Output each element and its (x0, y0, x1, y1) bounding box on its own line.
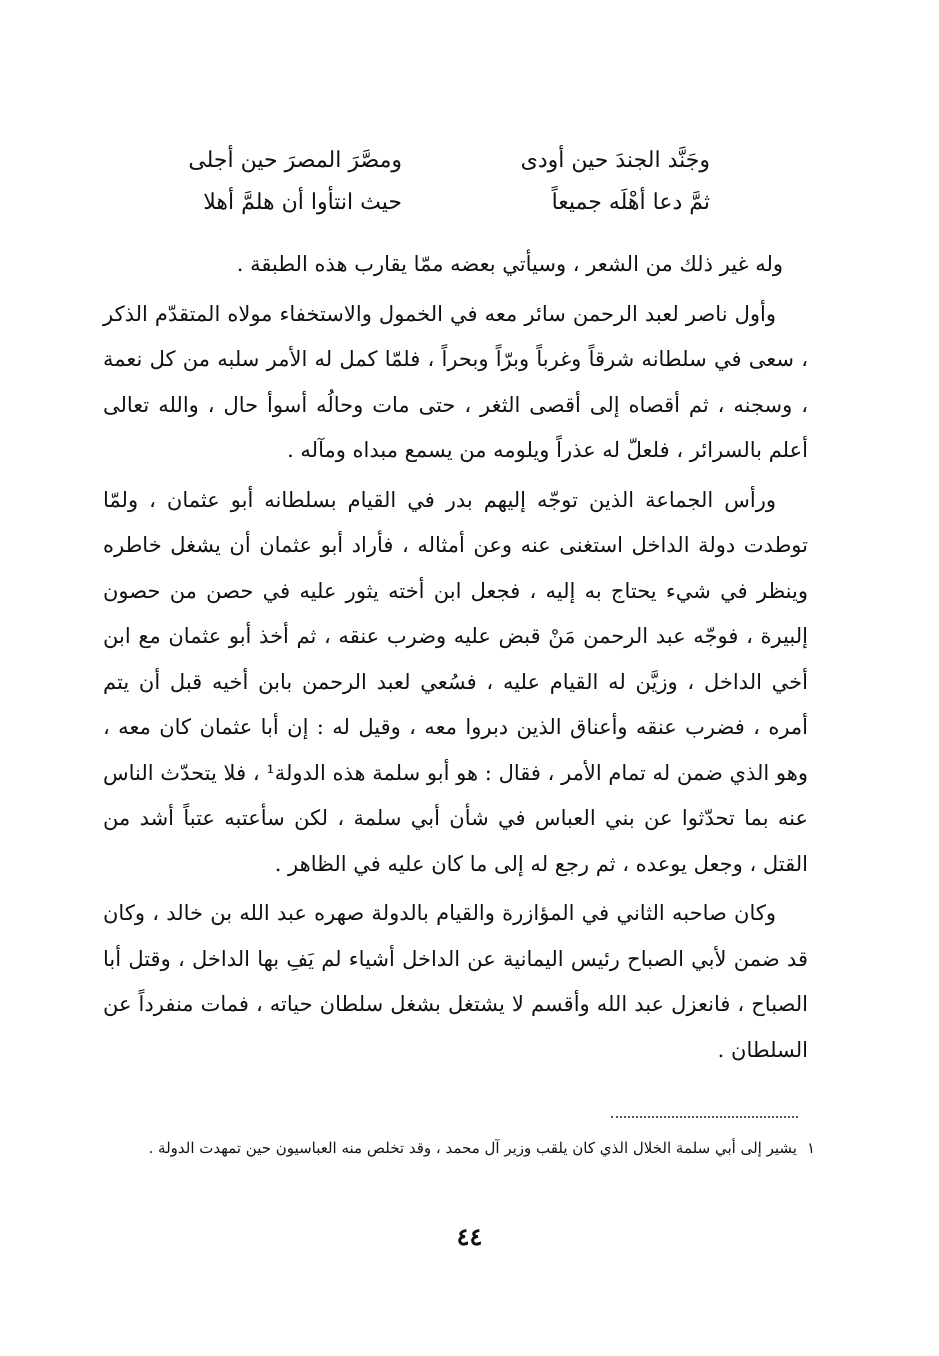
poem-block (150, 140, 710, 224)
footnote-separator (611, 1116, 798, 1118)
verse-second-hemistich: حيث انتأوا أن هلمَّ أهلا (203, 190, 402, 215)
poem-verse (150, 140, 710, 182)
verse-first-hemistich: وجَنَّد الجندَ حين أودى (520, 148, 710, 173)
footnote-number: ١ (806, 1139, 815, 1157)
poem-verse (150, 182, 710, 224)
paragraph: ورأس الجماعة الذين توجّه إليهم بدر في القيام بسلطانه أبو عثمان ، ولمّا توطدت دولة الداخل استغنى عنه وعن أمثاله ، فأراد أبو عثمان أن يشغل خاطره وينظر في شيء يحتاج به إليه ، فجعل ابن أخته يثور عليه في حصن من حصون إلبيرة ، فوجّه عبد الرحمن مَنْ قبض عليه وضرب عنقه ، ثم أخذ أبو عثمان مع ابن أخي الداخل ، وزيَّن له القيام عليه ، فسُعي لعبد الرحمن بابن أخيه قبل أن يتم أمره ، فضرب عنقه وأعناق الذين دبروا معه ، وقيل له : إن أبا عثمان كان معه ، وهو الذي ضمن له تمام الأمر ، فقال : هو أبو سلمة هذه الدولة¹ ، فلا يتحدّث الناس عنه بما تحدّثوا عن بني العباس في شأن أبي سلمة ، لكن سأعتبه عتباً أشد من القتل ، وجعل يوعده ، ثم رجع له إلى ما كان عليه في الظاهر . (103, 487, 808, 876)
verse-first-hemistich: ثمَّ دعا أهْلَه جميعاً (551, 190, 710, 215)
verse-second-hemistich: ومصَّرَ المصرَ حين أجلى (188, 148, 402, 173)
body-text (103, 242, 808, 1077)
paragraph: وله غير ذلك من الشعر ، وسيأتي بعضه ممّا يقارب هذه الطبقة . (236, 252, 783, 276)
footnote-text: يشير إلى أبي سلمة الخلال الذي كان يلقب وزير آل محمد ، وقد تخلص منه العباسيون حين تمهدت الدولة . (148, 1139, 797, 1157)
paragraph: وكان صاحبه الثاني في المؤازرة والقيام بالدولة صهره عبد الله بن خالد ، وكان قد ضمن لأبي الصباح رئيس اليمانية عن الداخل أشياء لم يَفِ بها الداخل ، وقتل أبا الصباح ، فانعزل عبد الله وأقسم لا يشتغل بشغل سلطان حياته ، فمات منفرداً عن السلطان . (103, 901, 808, 1062)
footnote (103, 1134, 815, 1162)
paragraph: وأول ناصر لعبد الرحمن سائر معه في الخمول والاستخفاء مولاه المتقدّم الذكر ، سعى في سلطانه شرقاً وغرباً وبرّاً وبحراً ، فلمّا كمل له الأمر سلبه من كل نعمة ، وسجنه ، ثم أقصاه إلى أقصى الثغر ، حتى مات وحالُه أسوأ حال ، والله تعالى أعلم بالسرائر ، فلعلّ له عذراً ويلومه من يسمع مبداه ومآله . (103, 301, 808, 462)
page-number: ٤٤ (456, 1222, 483, 1251)
